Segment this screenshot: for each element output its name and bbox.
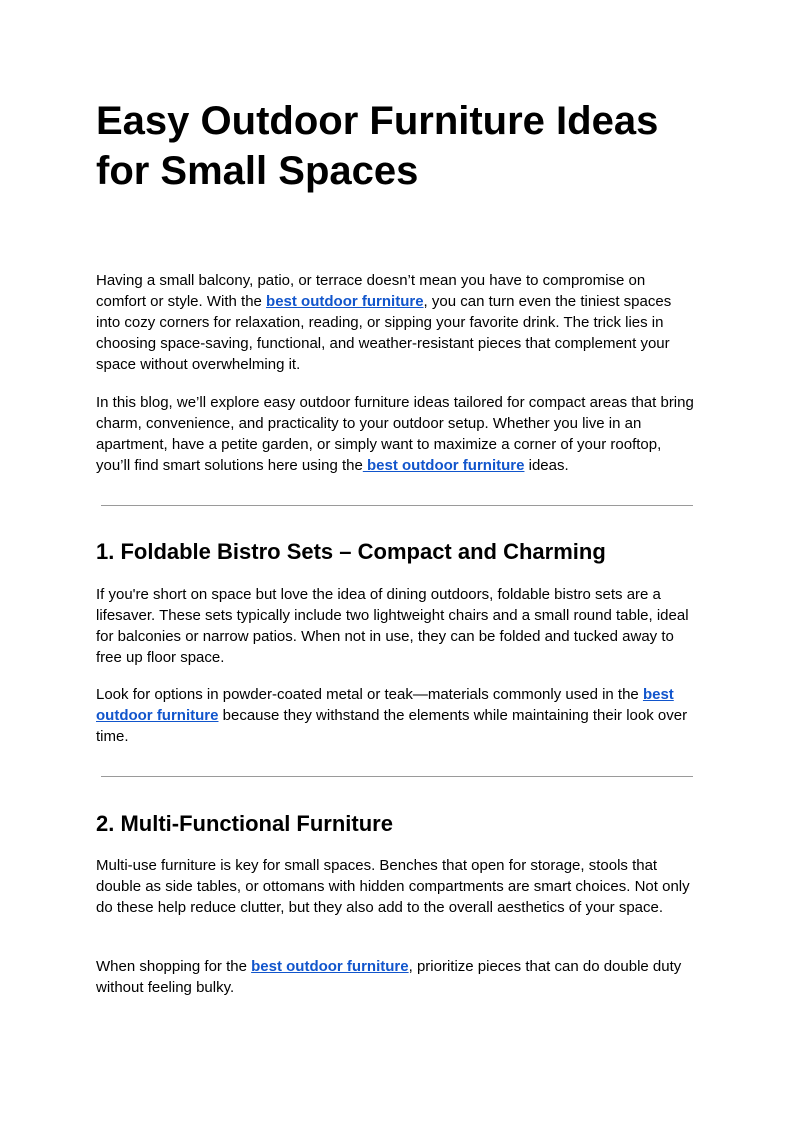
best-outdoor-furniture-link-2[interactable]: best outdoor furniture: [362, 457, 525, 474]
intro-p2-text-before: In this blog, we’ll explore easy outdoor furniture ideas tailored for compact areas that bring charm, convenience, and practicality to your outdoor setup. Whether you live in an apartment, have a petite garden, or simply want to maximize a corner of your rooftop, you’ll find smart solutions here using the: [96, 394, 694, 474]
intro-p1-text-before: Having a small balcony, patio, or terrace doesn’t mean you have to compromise on comfort or style. With the: [96, 272, 646, 310]
section-2-paragraph-1: Multi-use furniture is key for small spaces. Benches that open for storage, stools that double as side tables, or ottomans with hidden compartments are smart choices. Not only do these help reduce clutter, but they also add to the overall aesthetics of your space.: [96, 857, 690, 916]
intro-p2-text-after: ideas.: [524, 457, 569, 474]
section-1-p2-text-after: because they withstand the elements while maintaining their look over time.: [96, 707, 688, 745]
best-outdoor-furniture-link-1[interactable]: best outdoor furniture: [266, 293, 424, 310]
intro-paragraph-1: [96, 270, 698, 375]
best-outdoor-furniture-link-3[interactable]: best outdoor furniture: [96, 686, 674, 724]
section-1-p2-text-before: Look for options in powder-coated metal or teak—materials commonly used in the: [96, 686, 643, 703]
intro-p1-text-after: , you can turn even the tiniest spaces into cozy corners for relaxation, reading, or sipping your favorite drink. The trick lies in choosing space-saving, functional, and weather-resistant pieces that complement your space without overwhelming it.: [96, 293, 672, 373]
intro-paragraph-2: [96, 392, 698, 476]
best-outdoor-furniture-link-4[interactable]: best outdoor furniture: [251, 958, 409, 975]
section-heading-multi-functional-furniture: 2. Multi-Functional Furniture: [96, 811, 393, 836]
section-1-paragraph-1: If you're short on space but love the idea of dining outdoors, foldable bistro sets are a lifesaver. These sets typically include two lightweight chairs and a small round table, ideal for balconies or narrow patios. When not in use, they can be folded and tucked away to free up floor space.: [96, 586, 689, 666]
section-1-paragraph-2: [96, 684, 698, 747]
section-2-paragraph-2: [96, 956, 698, 998]
section-2-p2-text-after: , prioritize pieces that can do double duty without feeling bulky.: [96, 958, 682, 996]
page-title: Easy Outdoor Furniture Ideas for Small Spaces: [96, 99, 659, 193]
section-heading-foldable-bistro-sets: 1. Foldable Bistro Sets – Compact and Charming: [96, 539, 606, 564]
section-2-p2-text-before: When shopping for the: [96, 958, 252, 975]
section-divider-2: [101, 776, 693, 777]
section-divider-1: [101, 505, 693, 506]
